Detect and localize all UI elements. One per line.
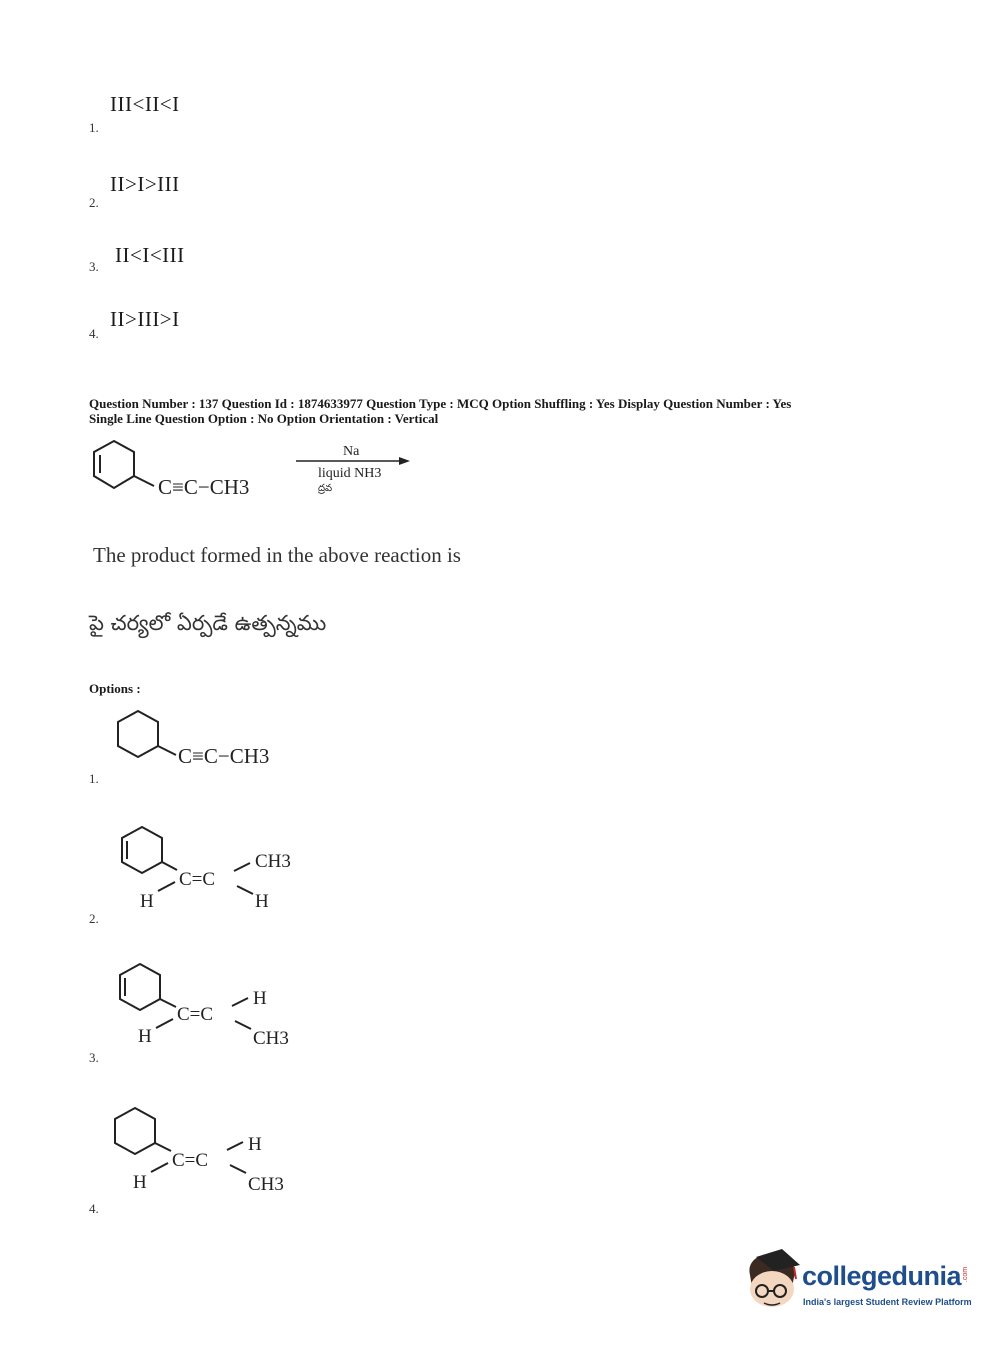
logo-name: collegedunia [802,1261,962,1291]
question-text-english: The product formed in the above reaction is [93,543,461,567]
option-3-top-right: H [253,988,267,1009]
reagent-bottom: liquid NH3 [318,466,382,481]
option-4-h-left: H [133,1172,147,1193]
cyclohexene-ring [94,441,154,488]
logo-tagline: India's largest Student Review Platform [803,1297,972,1307]
option-1-structure [110,705,310,775]
option-4-structure [105,1104,305,1196]
prev-option-3-text: II<I<III [115,243,185,267]
option-4-bottom-right: CH3 [248,1174,284,1195]
option-3-h-left: H [138,1026,152,1047]
option-2-bottom-right: H [255,891,269,912]
prev-option-4-number: 4. [89,326,99,341]
option-2-top-right: CH3 [255,851,291,872]
logo-suffix: .com [962,1266,970,1283]
question-text-telugu: పై చర్యలో ఏర్పడే ఉత్పన్నము [89,611,327,635]
reaction-arrow-head [399,457,410,465]
option-3-bottom-right: CH3 [253,1028,289,1049]
prev-option-1-number: 1. [89,120,99,135]
option-1-number: 1. [89,771,99,786]
option-4-top-right: H [248,1134,262,1155]
reaction-scheme [90,436,430,506]
option-2-h-left: H [140,891,154,912]
option-3-structure [110,960,310,1052]
prev-option-2-text: II>I>III [110,172,180,196]
collegedunia-logo [742,1249,972,1319]
prev-option-2-number: 2. [89,195,99,210]
prev-option-1-text: III<II<I [110,92,180,116]
option-2-center: C=C [179,869,216,890]
option-4-number: 4. [89,1201,99,1216]
option-2-structure [110,823,310,915]
option-1-chain: C≡C−CH3 [178,744,270,768]
cyclohexane-ring [118,711,176,757]
reagent-top: Na [343,444,360,459]
option-3-number: 3. [89,1050,99,1065]
mascot-icon [742,1249,802,1311]
option-4-center: C=C [172,1150,209,1171]
question-meta-line-1: Question Number : 137 Question Id : 1874633977 Question Type : MCQ Option Shuffling : Yes Display Question Number : Yes [89,396,792,411]
options-label: Options : [89,681,141,696]
prev-option-3-number: 3. [89,259,99,274]
reactant-chain: C≡C−CH3 [158,475,250,499]
option-3-center: C=C [177,1004,214,1025]
question-meta-line-2: Single Line Question Option : No Option Orientation : Vertical [89,411,439,426]
reagent-telugu: ద్రవ [318,483,333,494]
prev-option-4-text: II>III>I [110,307,180,331]
option-2-number: 2. [89,911,99,926]
